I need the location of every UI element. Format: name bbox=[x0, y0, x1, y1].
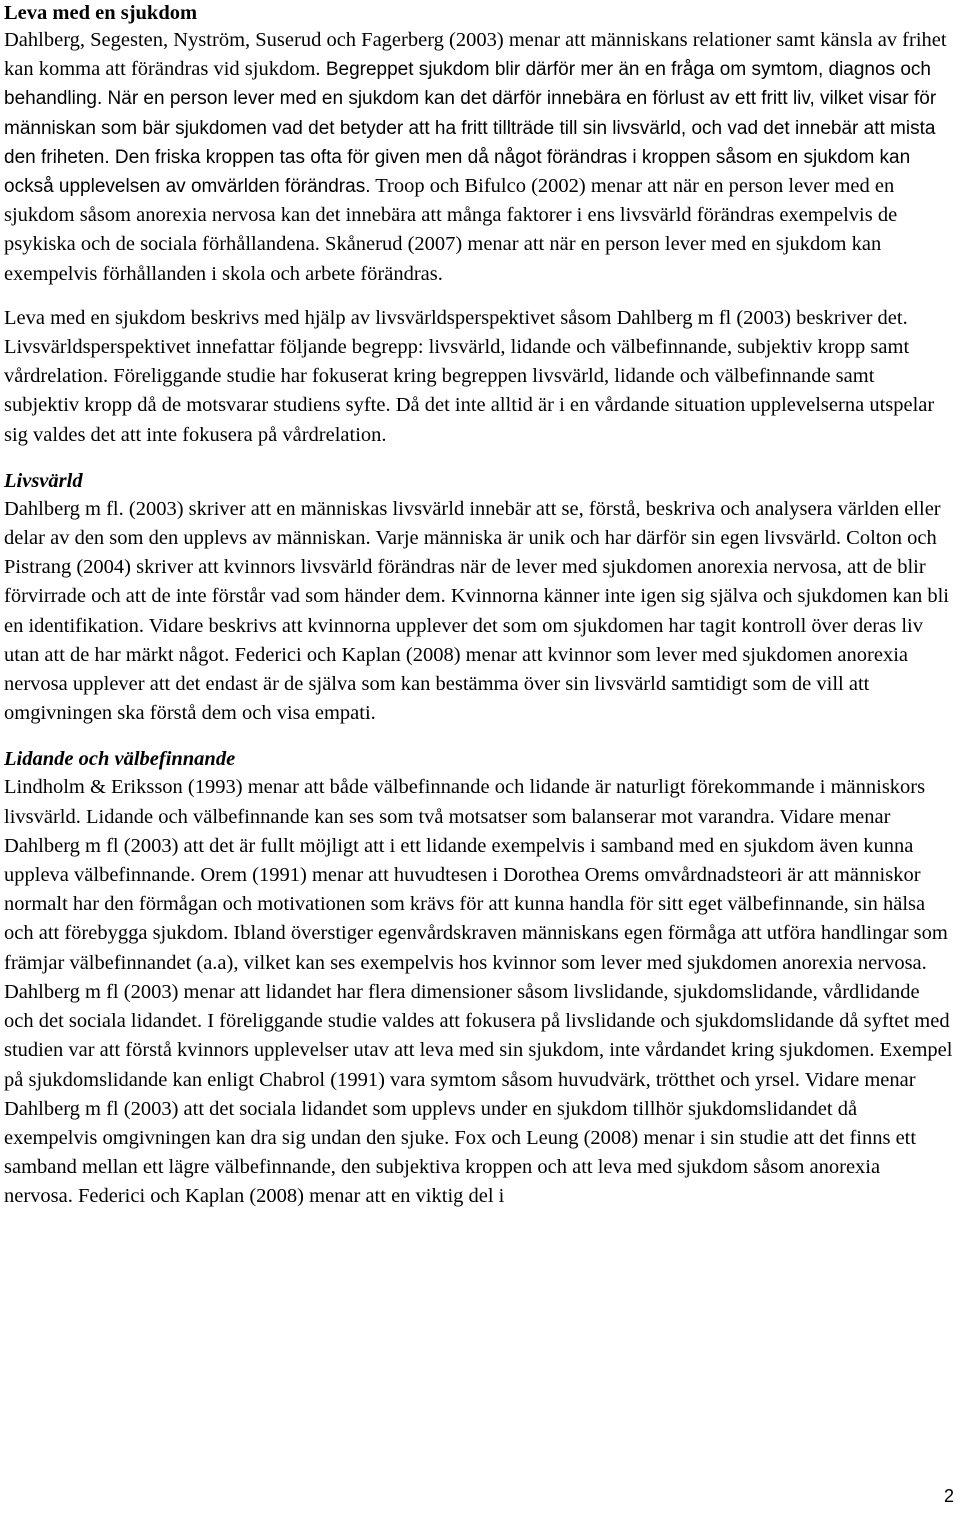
intro-sentence-2: Begreppet sjukdom blir därför mer än en fråga om symtom, diagnos och behandling. När en person lever med en sjukdom kan det därför innebära en förlust av ett fritt liv, vilket visar för människan som bär sjukdomen vad det betyder att ha fritt tillträde till sin livsvärld, och vad det innebär att mista den friheten. Den friska kroppen tas ofta för given men då något förändras i kroppen såsom en sjukdom kan också upplevelsen av omvärlden förändras. bbox=[4, 59, 937, 198]
intro-rest: Troop och Bifulco (2002) menar att när en person lever med en sjukdom såsom anorexia nervosa kan det innebära att många faktorer i ens livsvärld förändras exempelvis de psykiska och de sociala förhållandena. Skånerud (2007) menar att när en person lever med en sjukdom kan exempelvis förhållanden i skola och arbete förändras. bbox=[4, 175, 898, 285]
livsvarld-paragraph: Dahlberg m fl. (2003) skriver att en människas livsvärld innebär att se, förstå, beskriva och analysera världen eller delar av den som den upplevs av människan. Varje människa är unik och har därför sin egen livsvärld. Colton och Pistrang (2004) skriver att kvinnors livsvärld förändras när de lever med sjukdomen anorexia nervosa, att de blir förvirrade och att de inte förstår vad som händer dem. Kvinnorna känner inte igen sig själva och sjukdomen kan bli en identifikation. Vidare beskrivs att kvinnorna upplever det som om sjukdomen har tagit kontroll över deras liv utan att de har märkt något. Federici och Kaplan (2008) menar att kvinnor som lever med sjukdomen anorexia nervosa upplever att det endast är de själva som kan bestämma över sin livsvärld samtidigt som de vill att omgivningen ska förstå dem och visa empati. bbox=[4, 497, 950, 725]
section-heading-livsvarld: Livsvärld bbox=[4, 469, 83, 492]
section-heading-lidande: Lidande och välbefinnande bbox=[4, 748, 236, 771]
section-gap bbox=[4, 450, 954, 467]
intro-paragraph bbox=[4, 26, 954, 289]
page-number: 2 bbox=[943, 1486, 954, 1506]
intro-sentence-1: Dahlberg, Segesten, Nyström, Suserud och Fagerberg (2003) menar att människans relationer samt känsla av frihet kan komma att förändras vid sjukdom. bbox=[4, 29, 947, 81]
perspective-paragraph: Leva med en sjukdom beskrivs med hjälp av livsvärldsperspektivet såsom Dahlberg m fl (2003) beskriver det. Livsvärldsperspektivet innefattar följande begrepp: livsvärld, lidande och välbefinnande, subjektiv kropp samt vårdrelation. Föreliggande studie har fokuserat kring begreppen livsvärld, lidande och välbefinnande samt subjektiv kropp då de motsvarar studiens syfte. Då det inte alltid är i en vårdande situation upplevelserna utspelar sig valdes det att inte fokusera på vårdrelation. bbox=[4, 306, 935, 446]
document-page bbox=[4, 0, 954, 1212]
lidande-paragraph: Lindholm & Eriksson (1993) menar att både välbefinnande och lidande är naturligt förekommande i människors livsvärld. Lidande och välbefinnande kan ses som två motsatser som balanserar mot varandra. Vidare menar Dahlberg m fl (2003) att det är fullt möjligt att i ett lidande exempelvis i samband med en sjukdom även kunna uppleva välbefinnande. Orem (1991) menar att huvudtesen i Dorothea Orems omvårdnadsteori är att människor normalt har den förmågan och motivationen som krävs för att kunna handla för sitt eget välbefinnande, sin hälsa och att förebygga sjukdom. Ibland överstiger egenvårdskraven människans egen förmåga att utföra handlingar som främjar välbefinnandet (a.a), vilket kan ses exempelvis hos kvinnor som lever med sjukdomen anorexia nervosa. Dahlberg m fl (2003) menar att lidandet har flera dimensioner såsom livslidande, sjukdomslidande, vårdlidande och det sociala lidandet. I föreliggande studie valdes att fokusera på livslidande och sjukdomslidande då syftet med studien var att förstå kvinnors upplevelser utav att leva med sin sjukdom, inte vårdandet kring sjukdomen. Exempel på sjukdomslidande kan enligt Chabrol (1991) vara symtom såsom huvudvärk, trötthet och yrsel. Vidare menar Dahlberg m fl (2003) att det sociala lidandet som upplevs under en sjukdom tillhör sjukdomslidandet då exempelvis omgivningen kan dra sig undan den sjuke. Fox och Leung (2008) menar i sin studie att det finns ett samband mellan ett lägre välbefinnande, den subjektiva kroppen och att leva med sjukdom såsom anorexia nervosa. Federici och Kaplan (2008) menar att en viktig del i bbox=[4, 776, 953, 1208]
document-title: Leva med en sjukdom bbox=[4, 2, 198, 24]
section-gap bbox=[4, 728, 954, 745]
paragraph-gap bbox=[4, 289, 954, 304]
